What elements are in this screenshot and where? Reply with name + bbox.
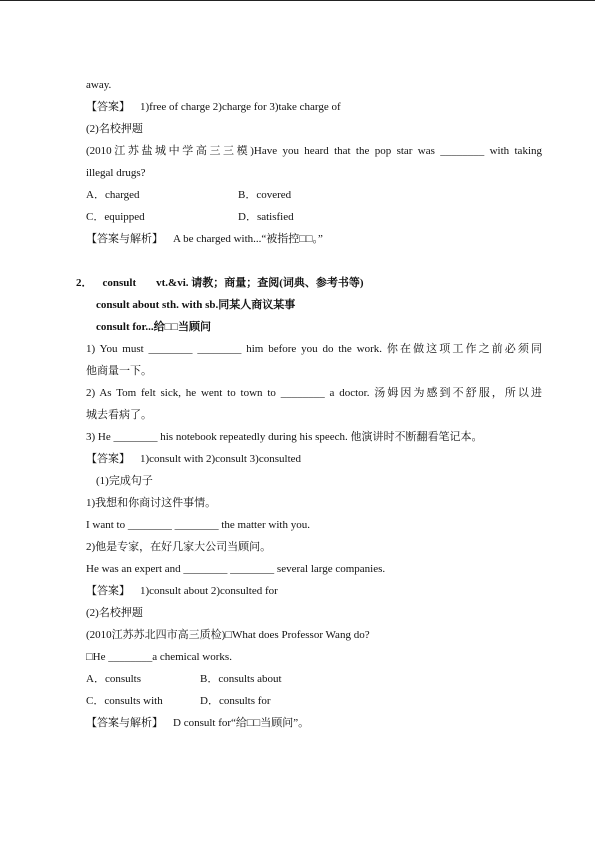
options-row [86, 690, 542, 712]
section-heading: (1)完成句子 [96, 475, 153, 487]
entry-definition: vt.&vi. 请教；商量；查阅(词典、参考书等) [156, 277, 364, 289]
exercise-line-cont: 他商量一下。 [86, 365, 152, 377]
option-c: C．consults with [86, 695, 163, 707]
answer-explanation-line [86, 228, 542, 250]
exercise-line: 1) You must ________ ________ him before you do the work. 你在做这项工作之前必须同 [86, 343, 542, 355]
section-heading: (2)名校押题 [86, 123, 143, 135]
answer-tag: 【答案】 [86, 453, 130, 465]
answer-tag: 【答案】 [86, 101, 130, 113]
answer-explanation-line [86, 712, 542, 734]
option-c: C．equipped [86, 211, 145, 223]
answer-body: 1)consult with 2)consult 3)consulted [140, 453, 302, 465]
option-b: B．consults about [200, 673, 282, 685]
exercise-line: 3) He ________ his notebook repeatedly during his speech. 他演讲时不断翻看笔记本。 [86, 431, 483, 443]
option-d: D．consults for [200, 695, 271, 707]
exercise-line: 1)我想和你商讨这件事情。 [86, 497, 217, 509]
option-d: D．satisfied [238, 211, 294, 223]
top-rule [0, 0, 595, 1]
answer-body: 1)free of charge 2)charge for 3)take charge of [140, 101, 341, 113]
answer-tag: 【答案与解析】 [86, 717, 163, 729]
text-line: away. [86, 79, 112, 91]
exercise-line: 2)他是专家，在好几家大公司当顾问。 [86, 541, 272, 553]
document-page [76, 74, 542, 734]
exercise-line: 2) As Tom felt sick, he went to town to ________ a doctor. 汤姆因为感到不舒服，所以进 [86, 387, 542, 399]
option-a: A．consults [86, 673, 141, 685]
question-text: (2010江苏苏北四市高三质检)□What does Professor Wang do? [86, 629, 370, 641]
answer-body: A be charged with...“被指控□□。” [173, 233, 323, 245]
answer-tag: 【答案】 [86, 585, 130, 597]
entry-word: consult [102, 277, 137, 289]
exercise-line: He was an expert and ________ ________ several large companies. [86, 563, 386, 575]
options-row [86, 668, 542, 690]
answer-body: 1)consult about 2)consulted for [140, 585, 278, 597]
options-row [86, 206, 542, 228]
option-b: B．covered [238, 189, 292, 201]
question-text: (2010江苏盐城中学高三三模)Have you heard that the pop star was ________ with taking [86, 145, 542, 157]
answer-line [86, 96, 542, 118]
question-text-cont: illegal drugs? [86, 167, 146, 179]
phrase-line: consult for...给□□当顾问 [96, 321, 211, 333]
phrase-line: consult about sth. with sb.同某人商议某事 [96, 299, 296, 311]
answer-line [86, 448, 542, 470]
exercise-line-cont: 城去看病了。 [86, 409, 152, 421]
entry-number: 2． [76, 277, 93, 289]
option-a: A．charged [86, 189, 140, 201]
question-text-cont: □He ________a chemical works. [86, 651, 232, 663]
options-row [86, 184, 542, 206]
answer-tag: 【答案与解析】 [86, 233, 163, 245]
entry-heading [76, 272, 542, 294]
answer-line [86, 580, 542, 602]
answer-body: D consult for“给□□当顾问”。 [173, 717, 310, 729]
section-heading: (2)名校押题 [86, 607, 143, 619]
exercise-line: I want to ________ ________ the matter with you. [86, 519, 310, 531]
